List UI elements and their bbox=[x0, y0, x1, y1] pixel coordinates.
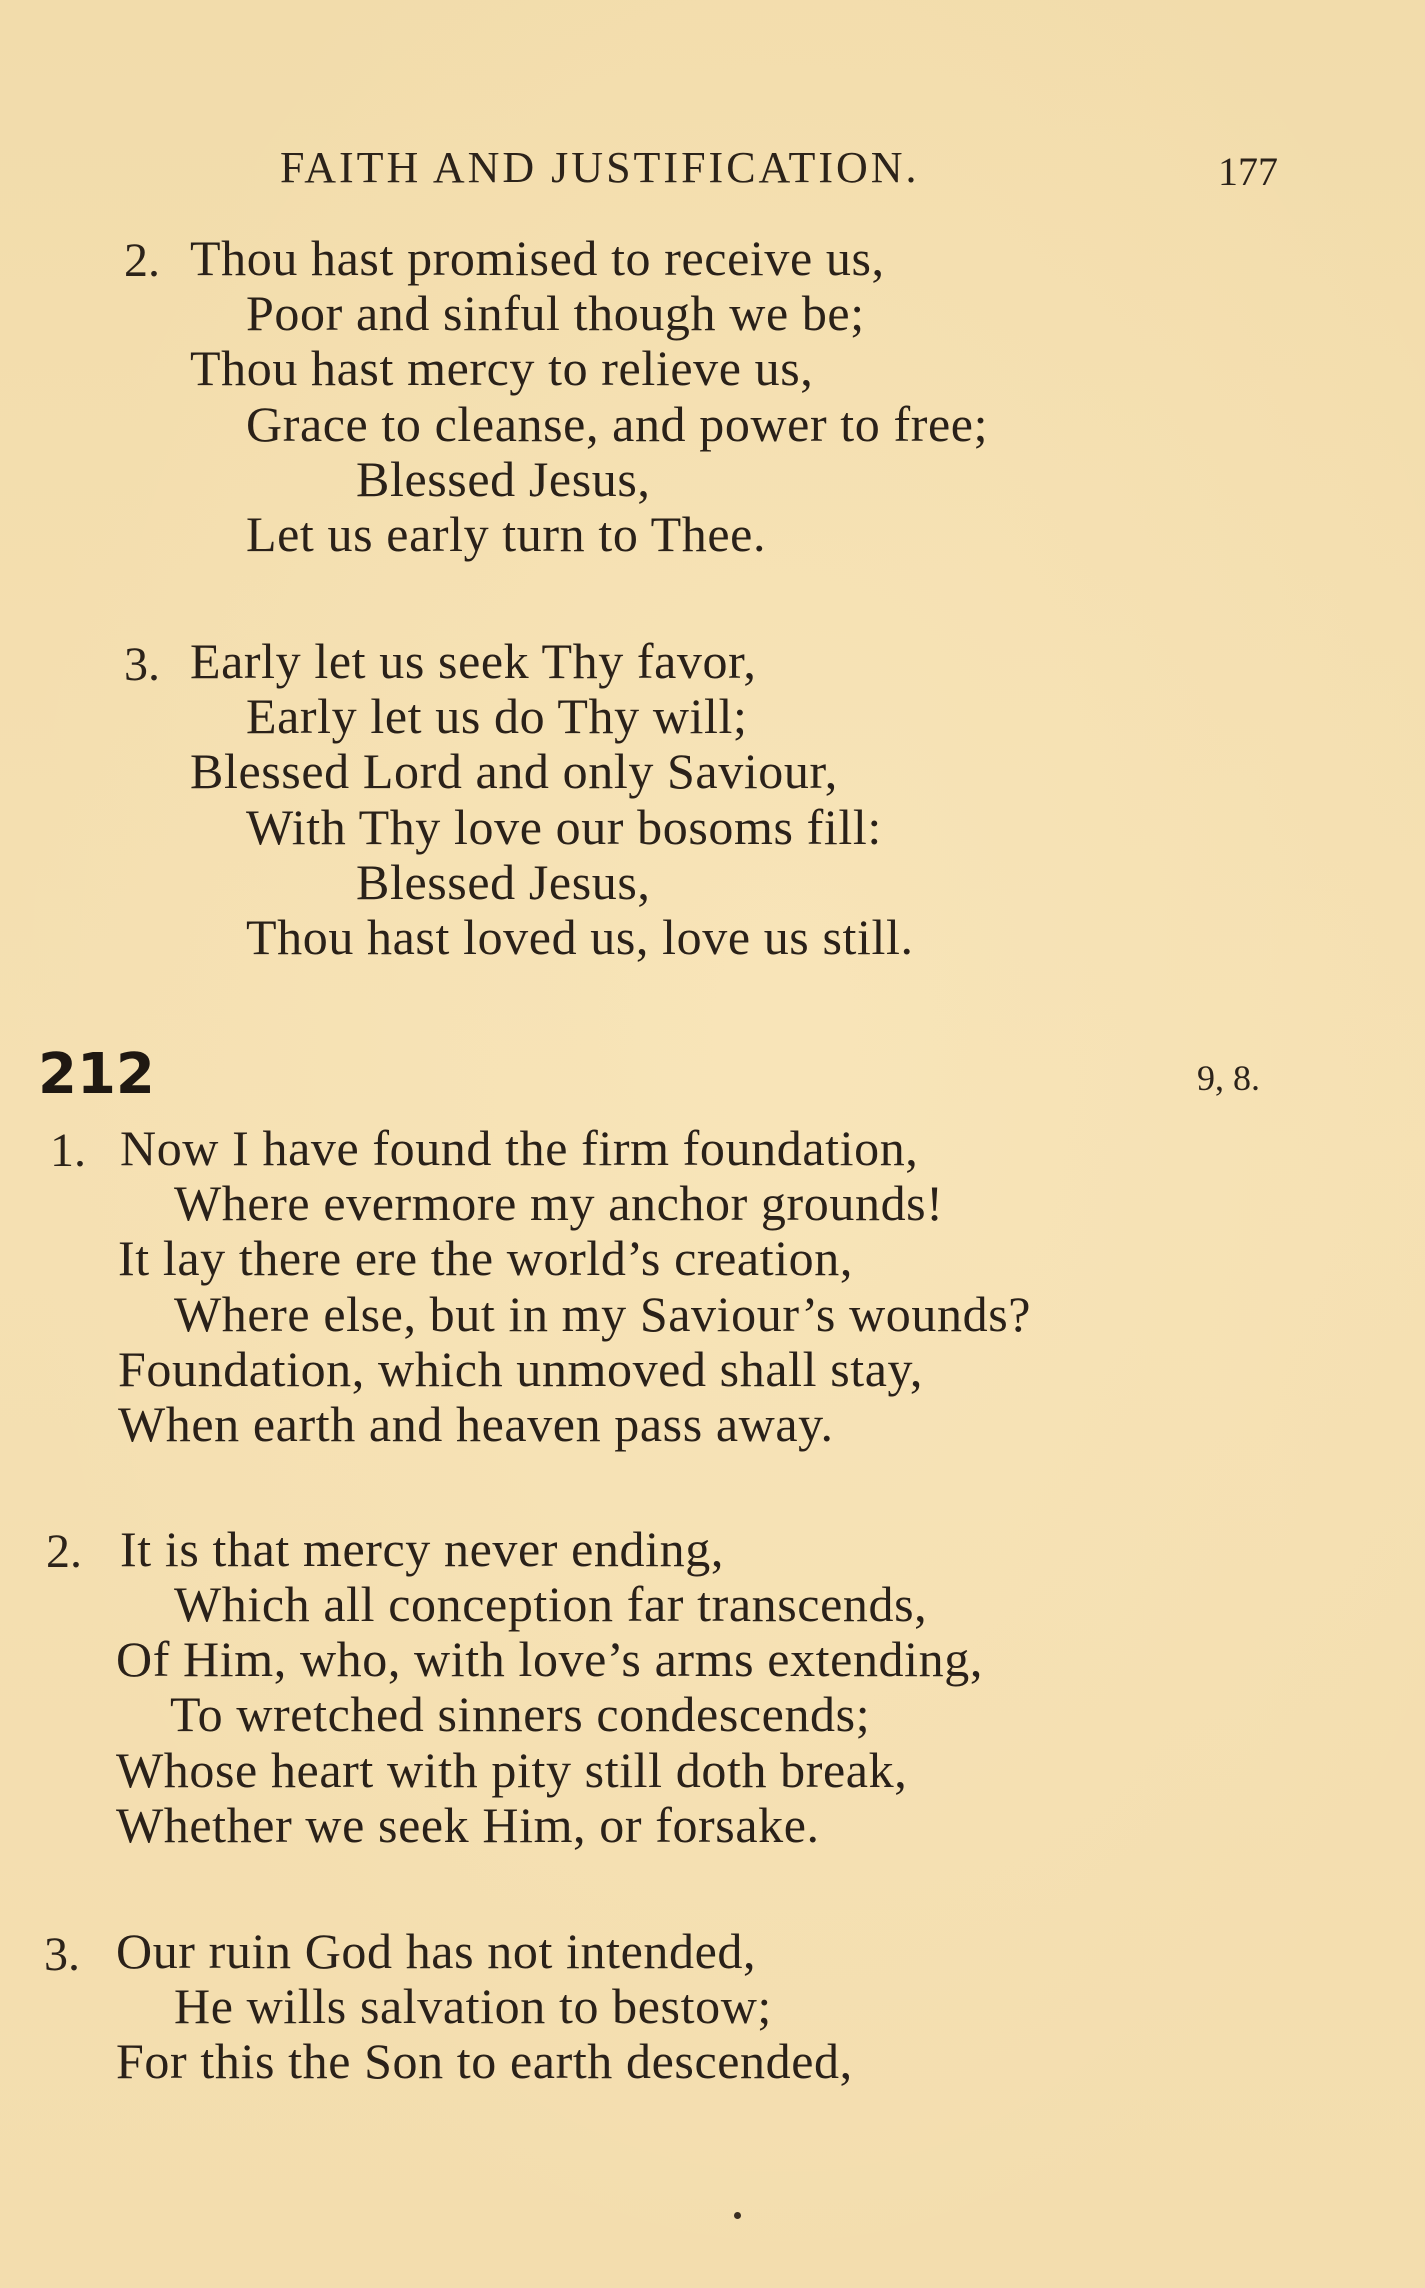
page-number: 177 bbox=[1218, 149, 1278, 194]
verse-line: Poor and sinful though we be; bbox=[246, 285, 865, 341]
verse-line: Where else, but in my Saviour’s wounds? bbox=[174, 1286, 1032, 1342]
verse-line: Thou hast mercy to relieve us, bbox=[190, 340, 814, 396]
verse-line: Thou hast promised to receive us, bbox=[190, 230, 885, 286]
verse-line: To wretched sinners condescends; bbox=[170, 1686, 871, 1742]
verse-line: Of Him, who, with love’s arms extending, bbox=[116, 1631, 983, 1687]
verse-number: 3. bbox=[44, 1928, 80, 1981]
verse-line: Where evermore my anchor grounds! bbox=[174, 1175, 944, 1231]
verse-number: 1. bbox=[50, 1124, 86, 1177]
verse-line: He wills salvation to bestow; bbox=[174, 1978, 772, 2034]
verse-line: It lay there ere the world’s creation, bbox=[118, 1230, 853, 1286]
running-header: FAITH AND JUSTIFICATION. bbox=[280, 143, 920, 192]
verse-line: Which all conception far transcends, bbox=[174, 1576, 928, 1632]
verse-line: Blessed Jesus, bbox=[356, 451, 651, 507]
verse-line: Our ruin God has not intended, bbox=[116, 1923, 757, 1979]
verse-line: Blessed Lord and only Saviour, bbox=[190, 743, 838, 799]
verse-number: 3. bbox=[124, 638, 160, 691]
verse-line: Whether we seek Him, or forsake. bbox=[116, 1797, 820, 1853]
hymn-number: 212 bbox=[38, 1042, 155, 1107]
verse-number: 2. bbox=[124, 234, 160, 287]
verse-line: Thou hast loved us, love us still. bbox=[246, 909, 914, 965]
verse-line: Blessed Jesus, bbox=[356, 854, 651, 910]
verse-line: For this the Son to earth descended, bbox=[116, 2033, 853, 2089]
verse-line: Let us early turn to Thee. bbox=[246, 506, 767, 562]
verse-line: Foundation, which unmoved shall stay, bbox=[118, 1341, 923, 1397]
ink-speck bbox=[734, 2212, 741, 2219]
verse-line: Early let us do Thy will; bbox=[246, 688, 748, 744]
verse-line: With Thy love our bosoms fill: bbox=[246, 799, 882, 855]
verse-number: 2. bbox=[46, 1525, 82, 1578]
verse-line: Whose heart with pity still doth break, bbox=[116, 1742, 908, 1798]
verse-line: Early let us seek Thy favor, bbox=[190, 633, 757, 689]
verse-line: Grace to cleanse, and power to free; bbox=[246, 396, 989, 452]
verse-line: When earth and heaven pass away. bbox=[118, 1396, 834, 1452]
verse-line: It is that mercy never ending, bbox=[120, 1521, 724, 1577]
hymn-meter: 9, 8. bbox=[1197, 1058, 1260, 1098]
verse-line: Now I have found the firm foundation, bbox=[120, 1120, 919, 1176]
